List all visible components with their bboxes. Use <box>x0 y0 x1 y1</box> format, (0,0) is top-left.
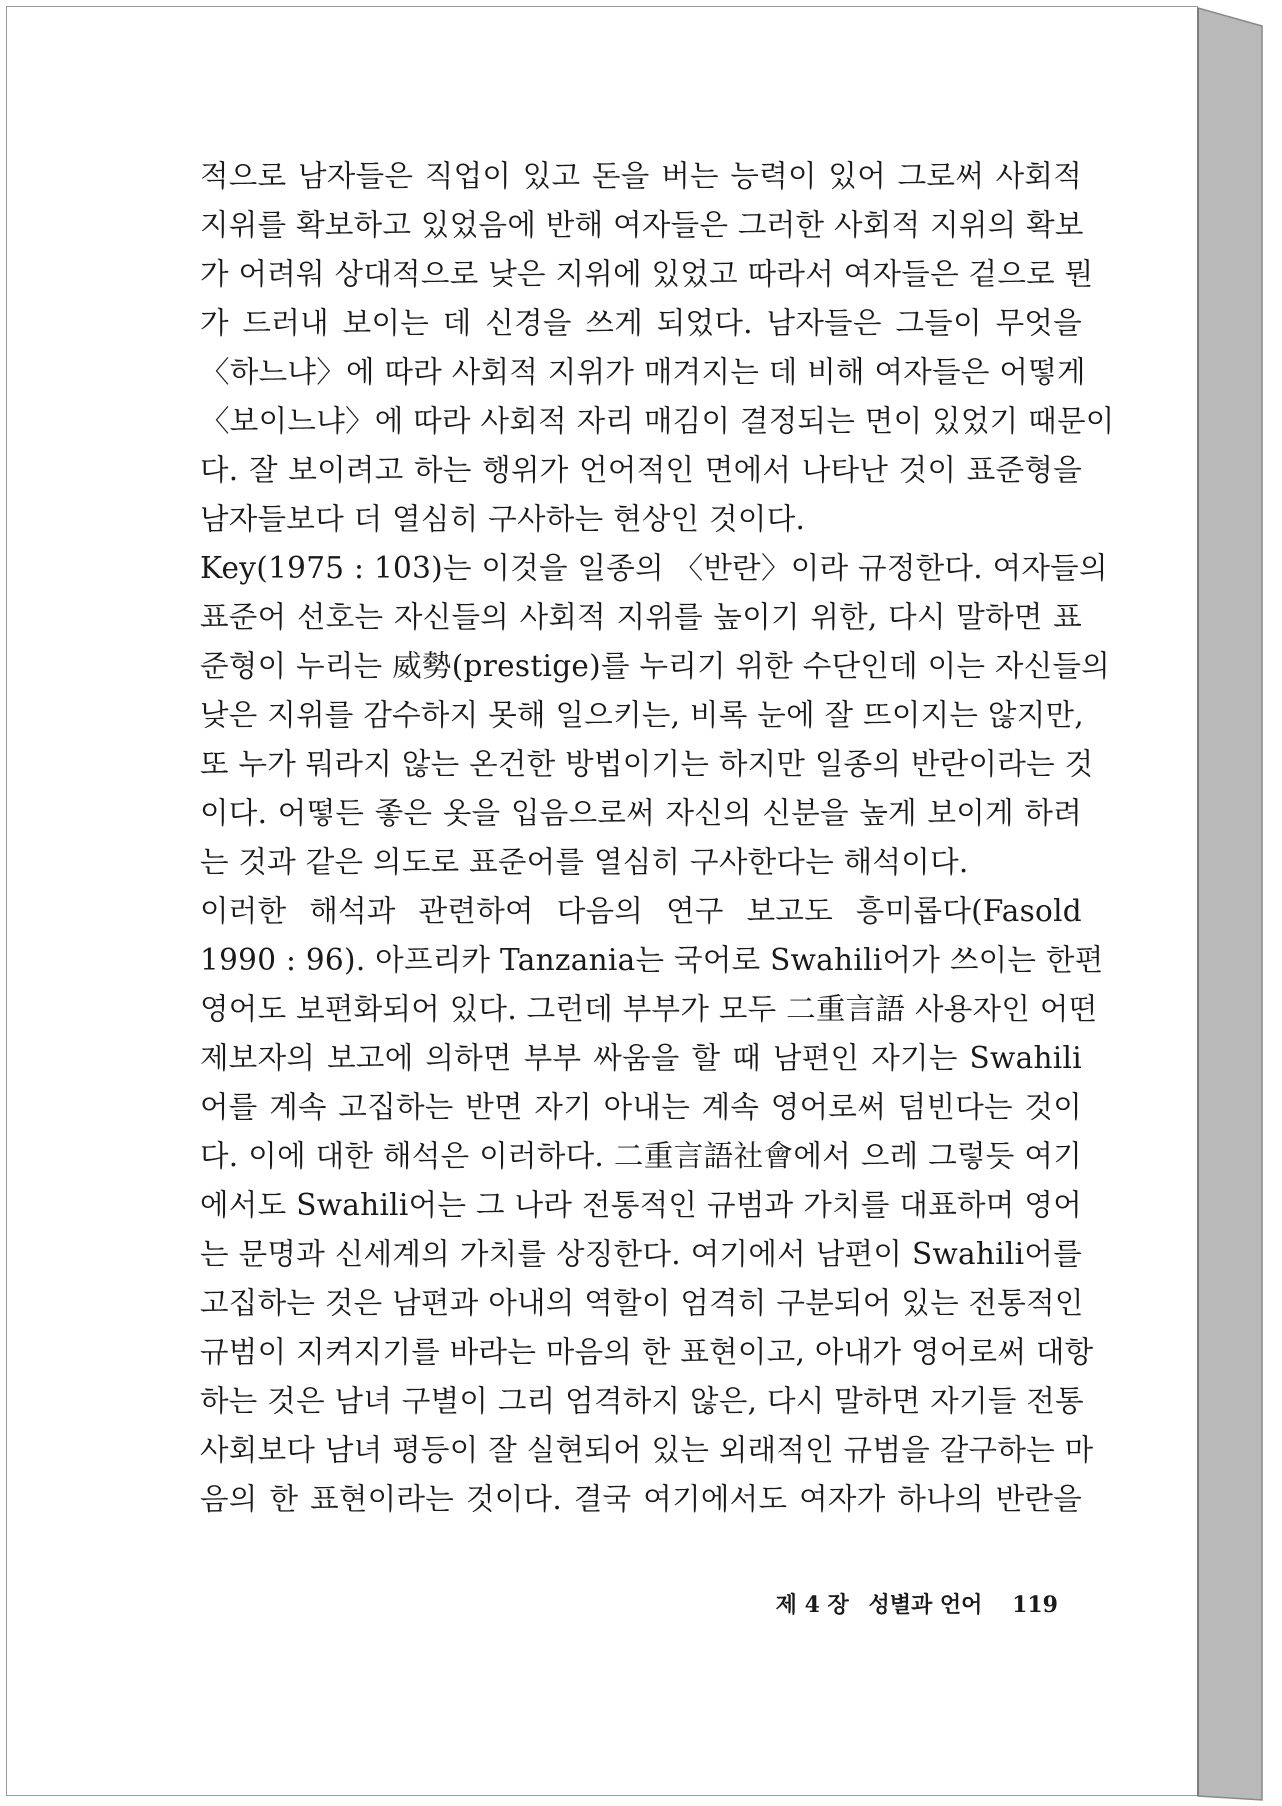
text-line: 음의 한 표현이라는 것이다. 결국 여기에서도 여자가 하나의 반란을 <box>200 1482 1082 1516</box>
text-line: 는 문명과 신세계의 가치를 상징한다. 여기에서 남편이 Swahili어를 <box>200 1237 1082 1271</box>
text-line: 〈보이느냐〉에 따라 사회적 자리 매김이 결정되는 면이 있었기 때문이 <box>200 404 1115 438</box>
text-line: Key(1975 : 103)는 이것을 일종의 〈반란〉이라 규정한다. 여자들의 <box>200 551 1108 585</box>
text-line: 표준어 선호는 자신들의 사회적 지위를 높이기 위한, 다시 말하면 표 <box>200 600 1082 634</box>
footer-chapter-title: 성별과 언어 <box>868 1592 983 1618</box>
text-line: 제보자의 보고에 의하면 부부 싸움을 할 때 남편인 자기는 Swahili <box>200 1041 1082 1075</box>
text-line: 낮은 지위를 감수하지 못해 일으키는, 비록 눈에 잘 뜨이지는 않지만, <box>200 698 1084 732</box>
text-line: 가 어려워 상대적으로 낮은 지위에 있었고 따라서 여자들은 겉으로 뭔 <box>200 257 1094 291</box>
text-line: 이러한 해석과 관련하여 다음의 연구 보고도 흥미롭다(Fasold <box>200 894 1082 928</box>
text-line: 사회보다 남녀 평등이 잘 실현되어 있는 외래적인 규범을 갈구하는 마 <box>200 1433 1094 1467</box>
text-line: 〈하느냐〉에 따라 사회적 지위가 매겨지는 데 비해 여자들은 어떻게 <box>200 355 1086 389</box>
text-line: 는 것과 같은 의도로 표준어를 열심히 구사한다는 해석이다. <box>200 845 969 879</box>
running-footer <box>776 1590 1058 1620</box>
text-line: 다. 잘 보이려고 하는 행위가 언어적인 면에서 나타난 것이 표준형을 <box>200 453 1082 487</box>
text-line: 지위를 확보하고 있었음에 반해 여자들은 그러한 사회적 지위의 확보 <box>200 208 1084 242</box>
text-line: 영어도 보편화되어 있다. 그런데 부부가 모두 二重言語 사용자인 어떤 <box>200 992 1098 1026</box>
footer-chapter: 제 4 장 <box>775 1592 849 1618</box>
page-number: 119 <box>1012 1592 1058 1618</box>
text-line: 에서도 Swahili어는 그 나라 전통적인 규범과 가치를 대표하며 영어 <box>200 1188 1082 1222</box>
text-line: 규범이 지켜지기를 바라는 마음의 한 표현이고, 아내가 영어로써 대항 <box>200 1335 1094 1369</box>
text-line: 남자들보다 더 열심히 구사하는 현상인 것이다. <box>200 502 806 536</box>
text-line: 어를 계속 고집하는 반면 자기 아내는 계속 영어로써 덤빈다는 것이 <box>200 1090 1082 1124</box>
text-line: 적으로 남자들은 직업이 있고 돈을 버는 능력이 있어 그로써 사회적 <box>200 159 1082 193</box>
text-line: 이다. 어떻든 좋은 옷을 입음으로써 자신의 신분을 높게 보이게 하려 <box>200 796 1082 830</box>
text-line: 준형이 누리는 威勢(prestige)를 누리기 위한 수단인데 이는 자신들의 <box>200 649 1111 683</box>
text-line: 또 누가 뭐라지 않는 온건한 방법이기는 하지만 일종의 반란이라는 것 <box>200 747 1094 781</box>
text-line: 하는 것은 남녀 구별이 그리 엄격하지 않은, 다시 말하면 자기들 전통 <box>200 1384 1084 1418</box>
text-line: 다. 이에 대한 해석은 이러하다. 二重言語社會에서 으레 그렇듯 여기 <box>200 1139 1082 1173</box>
text-line: 1990 : 96). 아프리카 Tanzania는 국어로 Swahili어가 쓰이는 한편 <box>200 943 1104 977</box>
text-line: 고집하는 것은 남편과 아내의 역할이 엄격히 구분되어 있는 전통적인 <box>200 1286 1084 1320</box>
text-line: 가 드러내 보이는 데 신경을 쓰게 되었다. 남자들은 그들이 무엇을 <box>200 306 1082 340</box>
